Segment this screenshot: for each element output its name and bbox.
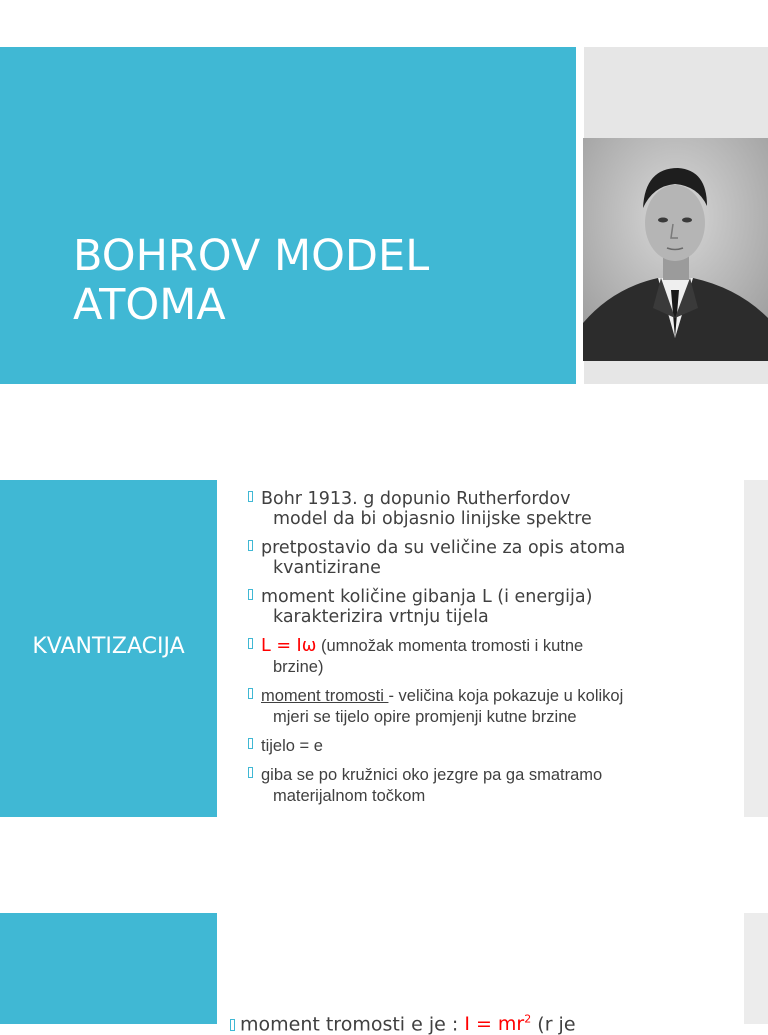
bullet-icon bbox=[248, 688, 253, 699]
next-slide-edge bbox=[744, 913, 768, 1024]
bullet-icon bbox=[248, 767, 253, 778]
bullet-icon bbox=[230, 1019, 235, 1031]
next-slide-edge bbox=[744, 480, 768, 817]
bullet-icon bbox=[248, 638, 253, 649]
slide-title: BOHROV MODEL ATOMA bbox=[73, 231, 430, 330]
title-panel bbox=[0, 47, 576, 384]
bullet-icon bbox=[248, 491, 253, 502]
list-item: Bohr 1913. g dopunio Rutherfordov model da bi objasnio linijske spektre bbox=[248, 489, 718, 529]
list-item: moment tromosti - veličina koja pokazuje u kolikoj mjeri se tijelo opire promjenji kutne brzine bbox=[248, 686, 718, 728]
bullet-list bbox=[248, 489, 718, 815]
list-item: tijelo = e bbox=[248, 736, 718, 757]
bullet-icon bbox=[248, 540, 253, 551]
list-item: moment količine gibanja L (i energija) karakterizira vrtnju tijela bbox=[248, 587, 718, 627]
list-item: giba se po kružnici oko jezgre pa ga smatramo materijalnom točkom bbox=[248, 765, 718, 807]
section-heading: KVANTIZACIJA bbox=[32, 634, 185, 659]
list-item: L = Iω (umnožak momenta tromosti i kutne brzine) bbox=[248, 636, 718, 678]
portrait-photo bbox=[583, 138, 768, 361]
formula: $I = mr^2$ bbox=[464, 1013, 532, 1035]
bullet-icon bbox=[248, 589, 253, 600]
bullet-icon bbox=[248, 738, 253, 749]
section-panel bbox=[0, 913, 217, 1024]
list-item: pretpostavio da su veličine za opis atoma kvantizirane bbox=[248, 538, 718, 578]
term: moment tromosti bbox=[261, 687, 389, 705]
formula: L = Iω bbox=[261, 636, 317, 656]
list-item: moment tromosti e je : $I = mr^2$ (r je bbox=[230, 1009, 576, 1035]
